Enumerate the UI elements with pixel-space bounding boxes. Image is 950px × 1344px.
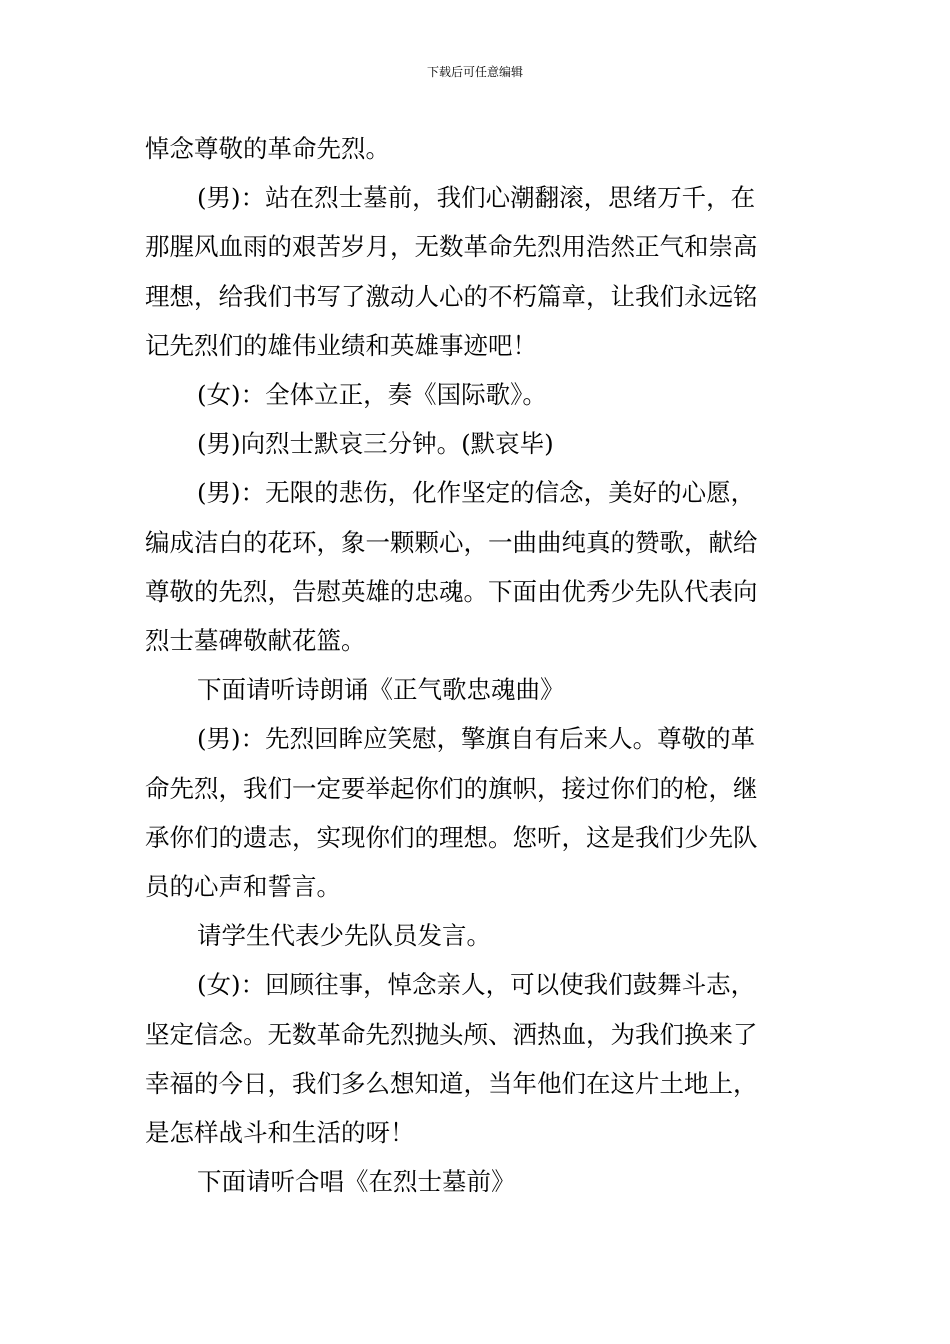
text-line: 悼念尊敬的革命先烈。 <box>145 134 390 163</box>
text-line: (男)：站在烈士墓前，我们心潮翻滚，思绪万千，在 <box>197 183 756 213</box>
text-line: (女)：回顾往事，悼念亲人，可以使我们鼓舞斗志， <box>197 970 756 1000</box>
text-line: 幸福的今日，我们多么想知道，当年他们在这片土地上， <box>145 1068 758 1098</box>
text-line: 请学生代表少先队员发言。 <box>197 921 491 951</box>
text-line: 下面请听合唱《在烈士墓前》 <box>197 1167 516 1197</box>
text-line: 烈士墓碑敬献花篮。 <box>145 626 366 656</box>
text-line: 下面请听诗朗诵《正气歌忠魂曲》 <box>197 675 565 705</box>
text-line: (男)向烈士默哀三分钟。(默哀毕) <box>197 429 554 459</box>
text-line: 承你们的遗志，实现你们的理想。您听，这是我们少先队 <box>145 822 758 852</box>
text-line: 那腥风血雨的艰苦岁月，无数革命先烈用浩然正气和崇高 <box>145 232 758 262</box>
text-line: 理想，给我们书写了激动人心的不朽篇章，让我们永远铭 <box>145 281 758 311</box>
text-line: 坚定信念。无数革命先烈抛头颅、洒热血，为我们换来了 <box>145 1019 758 1049</box>
text-line: 命先烈，我们一定要举起你们的旗帜，接过你们的枪，继 <box>145 773 758 803</box>
text-line: (女)：全体立正，奏《国际歌》。 <box>197 380 547 410</box>
text-line: (男)：先烈回眸应笑慰，擎旗自有后来人。尊敬的革 <box>197 724 756 754</box>
text-line: 尊敬的先烈，告慰英雄的忠魂。下面由优秀少先队代表向 <box>145 576 758 606</box>
text-line: 是怎样战斗和生活的呀！ <box>145 1118 415 1148</box>
text-line: (男)：无限的悲伤，化作坚定的信念，美好的心愿， <box>197 478 756 508</box>
text-line: 编成洁白的花环，象一颗颗心，一曲曲纯真的赞歌，献给 <box>145 527 758 557</box>
page-header: 下载后可任意编辑 <box>426 65 523 79</box>
text-line: 员的心声和誓言。 <box>145 872 341 902</box>
text-line: 记先烈们的雄伟业绩和英雄事迹吧！ <box>145 330 537 360</box>
document-body <box>145 124 809 1206</box>
